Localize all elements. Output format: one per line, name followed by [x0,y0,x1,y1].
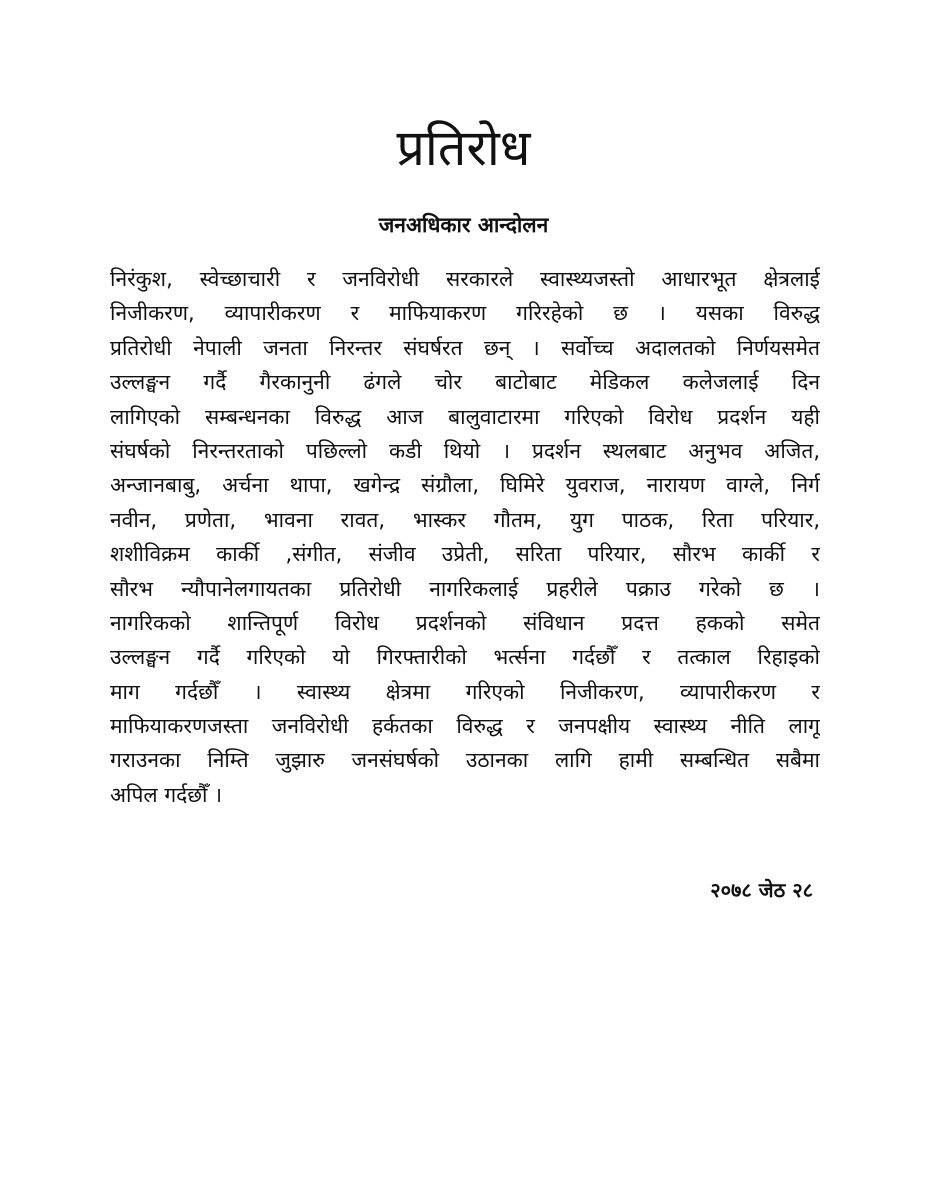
body-line: माफियाकरणजस्ता जनविरोधी हर्कतका विरुद्ध र जनपक्षीय स्वास्थ्य नीति लागू [110,714,820,739]
document-title: प्रतिरोध [396,119,531,177]
body-line: गराउनका निम्ति जुझारु जनसंघर्षको उठानका लागि हामी सम्बन्धित सबैमा [110,748,820,773]
body-line: अन्जानबाबु, अर्चना थापा, खगेन्द्र संग्रौला, घिमिरे युवराज, नारायण वाग्ले, निर्ग [110,473,820,498]
body-line: नवीन, प्रणेता, भावना रावत, भास्कर गौतम, युग पाठक, रिता परियार, [110,507,820,532]
body-line: माग गर्दछौँ । स्वास्थ्य क्षेत्रमा गरिएको निजीकरण, व्यापारीकरण र [110,679,820,704]
body-line: अपिल गर्दछौँ । [110,782,223,807]
body-line: संघर्षको निरन्तरताको पछिल्लो कडी थियो । प्रदर्शन स्थलबाट अनुभव अजित, [110,438,820,463]
body-line: शशीविक्रम कार्की ,संगीत, संजीव उप्रेती, सरिता परियार, सौरभ कार्की र [110,542,820,567]
body-line: उल्लङ्घन गर्दै गैरकानुनी ढंगले चोर बाटोबाट मेडिकल कलेजलाई दिन [110,370,820,395]
statement-date: २०७८ जेठ २८ [710,878,813,902]
organization-name: जनअधिकार आन्दोलन [378,213,549,237]
body-line: सौरभ न्यौपानेलगायतका प्रतिरोधी नागरिकलाई प्रहरीले पक्राउ गरेको छ । [110,576,820,601]
body-line: लागिएको सम्बन्धनका विरुद्ध आज बालुवाटारमा गरिएको विरोध प्रदर्शन यही [110,404,820,429]
body-line: प्रतिरोधी नेपाली जनता निरन्तर संघर्षरत छन् । सर्वोच्च अदालतको निर्णयसमेत [110,335,820,360]
body-line: नागरिकको शान्तिपूर्ण विरोध प्रदर्शनको संविधान प्रदत्त हकको समेत [110,610,820,635]
body-line: निजीकरण, व्यापारीकरण र माफियाकरण गरिरहेको छ । यसका विरुद्ध [110,301,820,326]
body-line: उल्लङ्घन गर्दै गरिएको यो गिरफ्तारीको भर्त्सना गर्दछौँ र तत्काल रिहाइको [110,645,820,670]
body-line: निरंकुश, स्वेच्छाचारी र जनविरोधी सरकारले स्वास्थ्यजस्तो आधारभूत क्षेत्रलाई [110,267,820,291]
statement-body [110,262,820,812]
